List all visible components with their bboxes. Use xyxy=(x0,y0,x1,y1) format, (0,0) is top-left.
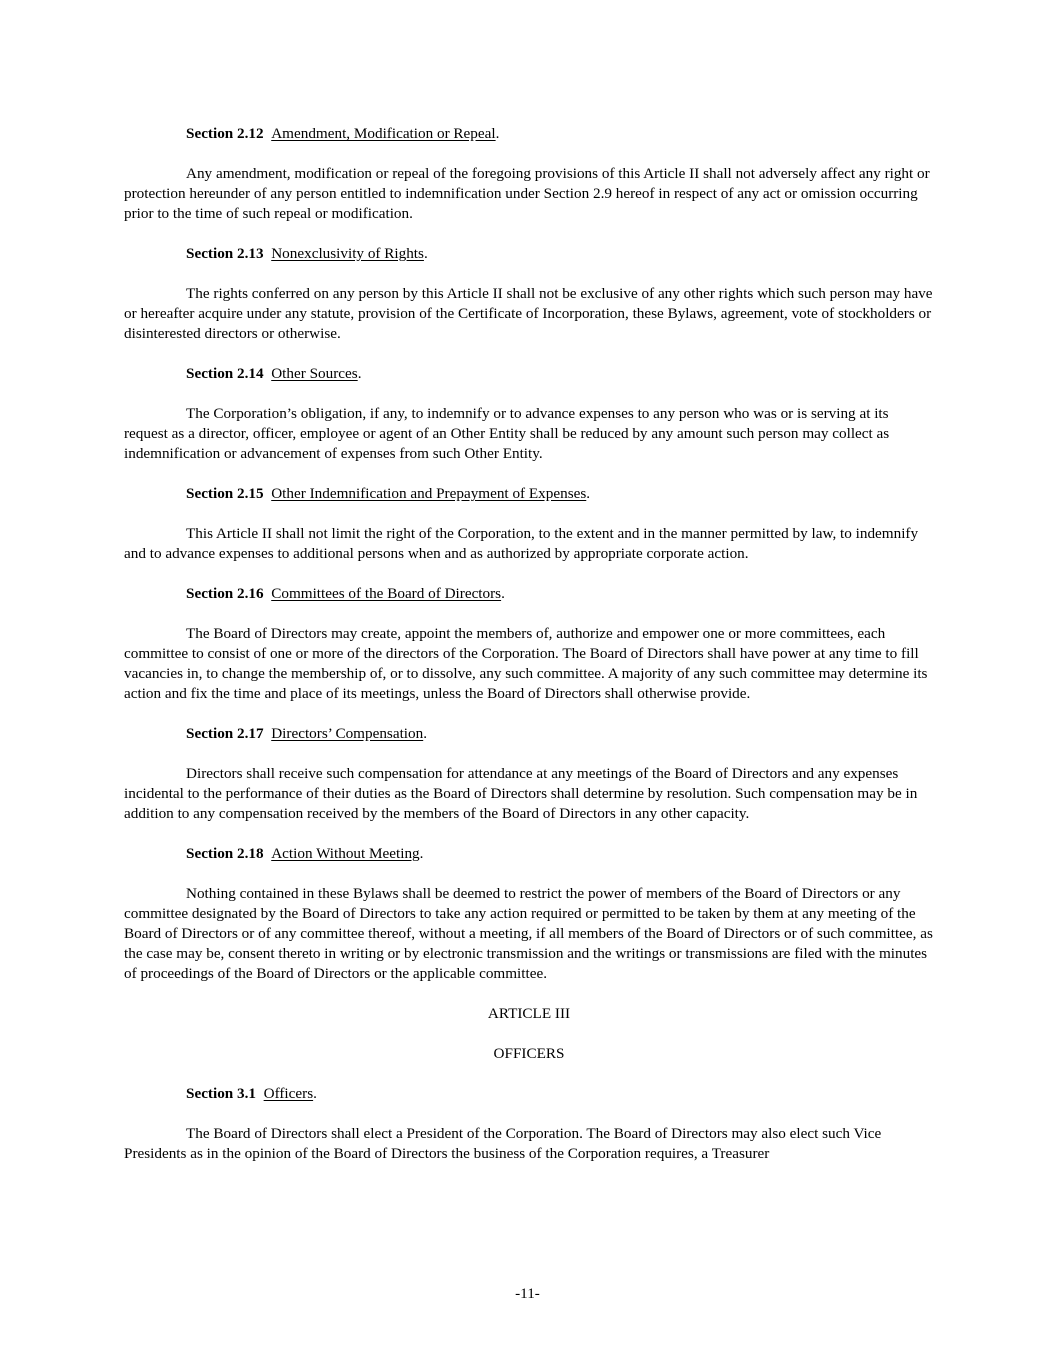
section-body: Directors shall receive such compensation for attendance at any meetings of the Board of Directors and any expenses incidental to the performance of their duties as the Board of Directors shall determine by resolution. Such compensation may be in addition to any compensation received by the members of the Board of Directors in any other capacity. xyxy=(124,765,918,822)
section-body: The rights conferred on any person by this Article II shall not be exclusive of any other rights which such person may have or hereafter acquire under any statute, provision of the Certificate of Incorporation, these Bylaws, agreement, vote of stockholders or disinterested directors or otherwise. xyxy=(124,285,933,342)
section-title: Other Sources xyxy=(271,365,358,382)
section-title: Nonexclusivity of Rights xyxy=(271,245,424,262)
section-number: Section 2.14 xyxy=(186,365,264,382)
section-number: Section 2.17 xyxy=(186,725,264,742)
section-title: Amendment, Modification or Repeal xyxy=(271,125,496,142)
section-heading: Section 3.1 Officers. xyxy=(186,1085,317,1102)
section-heading: Section 2.15 Other Indemnification and Prepayment of Expenses. xyxy=(186,485,591,502)
section-number: Section 2.15 xyxy=(186,485,264,502)
section-title: Other Indemnification and Prepayment of Expenses xyxy=(271,485,587,502)
section-number: Section 2.13 xyxy=(186,245,264,262)
section-heading: Section 2.18 Action Without Meeting. xyxy=(186,845,424,862)
section-number: Section 2.18 xyxy=(186,845,264,862)
section-number: Section 3.1 xyxy=(186,1085,257,1102)
article-label: ARTICLE III xyxy=(487,1005,571,1022)
section-body: Nothing contained in these Bylaws shall be deemed to restrict the power of members of the Board of Directors or any committee designated by the Board of Directors to take any action required or permitted to be taken by them at any meeting of the Board of Directors or of any committee thereof, without a meeting, if all members of the Board of Directors or of such committee, as the case may be, consent thereto in writing or by electronic transmission and the writings or transmissions are filed with the minutes of proceedings of the Board of Directors or the applicable committee. xyxy=(124,885,933,982)
section-heading: Section 2.13 Nonexclusivity of Rights. xyxy=(186,245,428,262)
section-number: Section 2.12 xyxy=(186,125,264,142)
section-title: Action Without Meeting xyxy=(271,845,420,862)
section-body: The Board of Directors may create, appoint the members of, authorize and empower one or more committees, each committee to consist of one or more of the directors of the Corporation. The Board of Directors shall have power at any time to fill vacancies in, to change the membership of, or to dissolve, any such committee. A majority of any such committee may determine its action and fix the time and place of its meetings, unless the Board of Directors shall otherwise provide. xyxy=(124,625,928,702)
section-body: This Article II shall not limit the right of the Corporation, to the extent and in the manner permitted by law, to indemnify and to advance expenses to additional persons when and as authorized by appropriate corporate action. xyxy=(124,525,919,562)
section-body: The Corporation’s obligation, if any, to indemnify or to advance expenses to any person who was or is serving at its request as a director, officer, employee or agent of an Other Entity shall be reduced by any amount such person may collect as indemnification or advancement of expenses from such Other Entity. xyxy=(124,405,890,462)
article-title: OFFICERS xyxy=(493,1045,565,1062)
section-title: Officers xyxy=(263,1085,314,1102)
section-heading: Section 2.17 Directors’ Compensation. xyxy=(186,725,427,742)
section-title: Directors’ Compensation xyxy=(271,725,424,742)
section-body: The Board of Directors shall elect a President of the Corporation. The Board of Directors may also elect such Vice Presidents as in the opinion of the Board of Directors the business of the Corporation requires, a Treasurer xyxy=(124,1125,882,1162)
section-number: Section 2.16 xyxy=(186,585,264,602)
section-title: Committees of the Board of Directors xyxy=(271,585,502,602)
section-heading: Section 2.12 Amendment, Modification or Repeal. xyxy=(186,125,500,142)
section-heading: Section 2.16 Committees of the Board of Directors. xyxy=(186,585,505,602)
section-heading: Section 2.14 Other Sources. xyxy=(186,365,362,382)
section-body: Any amendment, modification or repeal of the foregoing provisions of this Article II shall not adversely affect any right or protection hereunder of any person entitled to indemnification under Section 2.9 hereof in respect of any act or omission occurring prior to the time of such repeal or modification. xyxy=(124,165,930,222)
document-page xyxy=(124,124,934,1184)
page-number: -11- xyxy=(515,1285,540,1302)
